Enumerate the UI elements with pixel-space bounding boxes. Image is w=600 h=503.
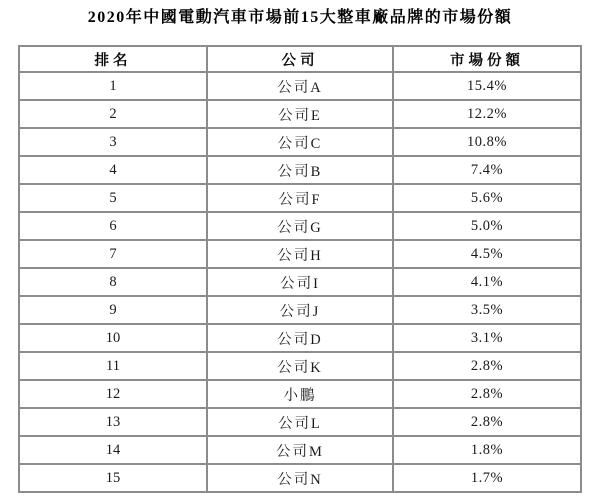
header-rank: 排名 [19, 46, 207, 72]
rank-cell: 9 [19, 296, 207, 324]
share-cell: 7.4% [393, 156, 581, 184]
rank-cell: 12 [19, 380, 207, 408]
company-cell: 公司H [207, 240, 393, 268]
company-cell: 公司I [207, 268, 393, 296]
table-row [19, 156, 581, 184]
company-cell: 公司J [207, 296, 393, 324]
rank-cell: 7 [19, 240, 207, 268]
table-row [19, 212, 581, 240]
share-cell: 10.8% [393, 128, 581, 156]
table-row [19, 72, 581, 100]
table-row [19, 436, 581, 464]
share-cell: 4.1% [393, 268, 581, 296]
table-row [19, 100, 581, 128]
share-cell: 12.2% [393, 100, 581, 128]
rank-cell: 1 [19, 72, 207, 100]
rank-cell: 15 [19, 464, 207, 492]
rank-cell: 4 [19, 156, 207, 184]
share-cell: 2.8% [393, 408, 581, 436]
company-cell: 公司K [207, 352, 393, 380]
rank-cell: 14 [19, 436, 207, 464]
header-market-share: 市場份額 [393, 46, 581, 72]
share-cell: 2.8% [393, 380, 581, 408]
table-row [19, 464, 581, 492]
table-row [19, 240, 581, 268]
rank-cell: 6 [19, 212, 207, 240]
share-cell: 2.8% [393, 352, 581, 380]
table-row [19, 380, 581, 408]
table-row [19, 352, 581, 380]
table-row [19, 184, 581, 212]
company-cell: 公司L [207, 408, 393, 436]
table-body [19, 72, 581, 492]
rank-cell: 5 [19, 184, 207, 212]
rank-cell: 11 [19, 352, 207, 380]
table-row [19, 268, 581, 296]
share-cell: 3.1% [393, 324, 581, 352]
share-cell: 1.7% [393, 464, 581, 492]
company-cell: 公司B [207, 156, 393, 184]
table-row [19, 128, 581, 156]
table-row [19, 408, 581, 436]
company-cell: 公司M [207, 436, 393, 464]
company-cell: 小鵬 [207, 380, 393, 408]
rank-cell: 10 [19, 324, 207, 352]
company-cell: 公司F [207, 184, 393, 212]
share-cell: 5.6% [393, 184, 581, 212]
company-cell: 公司G [207, 212, 393, 240]
share-cell: 5.0% [393, 212, 581, 240]
company-cell: 公司C [207, 128, 393, 156]
share-cell: 15.4% [393, 72, 581, 100]
share-cell: 3.5% [393, 296, 581, 324]
share-cell: 1.8% [393, 436, 581, 464]
rank-cell: 8 [19, 268, 207, 296]
company-cell: 公司N [207, 464, 393, 492]
company-cell: 公司D [207, 324, 393, 352]
rank-cell: 13 [19, 408, 207, 436]
company-cell: 公司A [207, 72, 393, 100]
header-row [19, 46, 581, 72]
rank-cell: 2 [19, 100, 207, 128]
company-cell: 公司E [207, 100, 393, 128]
rank-cell: 3 [19, 128, 207, 156]
table-row [19, 324, 581, 352]
table-row [19, 296, 581, 324]
share-cell: 4.5% [393, 240, 581, 268]
table-title: 2020年中國電動汽車市場前15大整車廠品牌的市場份額 [87, 9, 513, 26]
market-share-table [18, 45, 582, 493]
header-company: 公司 [207, 46, 393, 72]
